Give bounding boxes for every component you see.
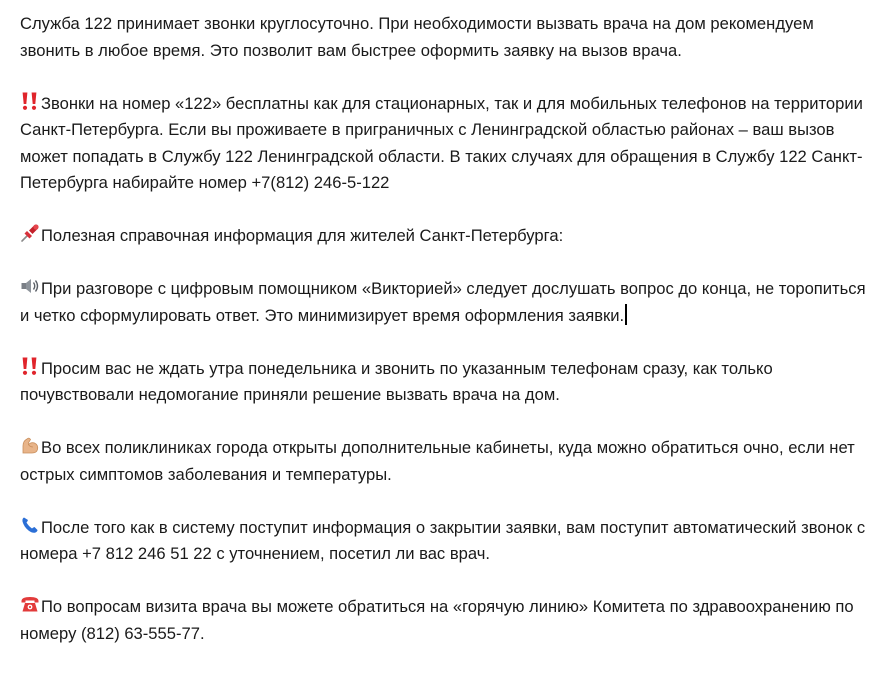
paragraph-text: Служба 122 принимает звонки круглосуточно. При необходимости вызвать врача на дом рекомендуем звонить в любое время. Это позволит вам быстрее оформить заявку на вызов врача. [20, 14, 814, 60]
paragraph-hotline [20, 594, 870, 647]
double-exclamation-icon [20, 356, 40, 376]
paragraph-text: При разговоре с цифровым помощником «Викторией» следует дослушать вопрос до конца, не торопиться и четко сформулировать ответ. Это минимизирует время оформления заявки. [20, 279, 866, 325]
text-cursor [625, 304, 627, 325]
document-body [20, 11, 870, 674]
double-exclamation-icon [20, 91, 40, 111]
telephone-icon [20, 594, 40, 614]
paragraph-text: После того как в систему поступит информация о закрытии заявки, вам поступит автоматический звонок с номера +7 812 246 51 22 с уточнением, посетил ли вас врач. [20, 517, 866, 563]
telephone-receiver-icon [20, 515, 40, 535]
paragraph-text: Полезная справочная информация для жителей Санкт-Петербурга: [41, 226, 564, 245]
speaker-icon [20, 276, 40, 296]
paragraph-auto-call [20, 515, 870, 568]
paragraph-extra-offices [20, 435, 870, 488]
paragraph-text: По вопросам визита врача вы можете обратиться на «горячую линию» Комитета по здравоохранению по номеру (812) 63-555-77. [20, 597, 854, 643]
paragraph-text: Просим вас не ждать утра понедельника и звонить по указанным телефонам сразу, как только почувствовали недомогание приняли решение вызвать врача на дом. [20, 358, 773, 404]
paragraph-free-calls [20, 91, 870, 197]
paragraph-reference-info [20, 223, 870, 250]
paragraph-call-immediately [20, 356, 870, 409]
pushpin-icon [20, 223, 40, 243]
paragraph-text: Звонки на номер «122» бесплатны как для стационарных, так и для мобильных телефонов на территории Санкт-Петербурга. Если вы проживаете в приграничных с Ленинградской областью районах – ваш вызов может попадать в Службу 122 Ленинградской области. В таких случаях для обращения в Службу 122 Санкт-Петербурга набирайте номер +7(812) 246-5-122 [20, 93, 863, 192]
flexed-biceps-icon [20, 435, 40, 455]
paragraph-digital-assistant [20, 276, 870, 329]
paragraph-service-hours [20, 11, 870, 64]
paragraph-text: Во всех поликлиниках города открыты дополнительные кабинеты, куда можно обратиться очно, если нет острых симптомов заболевания и температуры. [20, 438, 855, 484]
